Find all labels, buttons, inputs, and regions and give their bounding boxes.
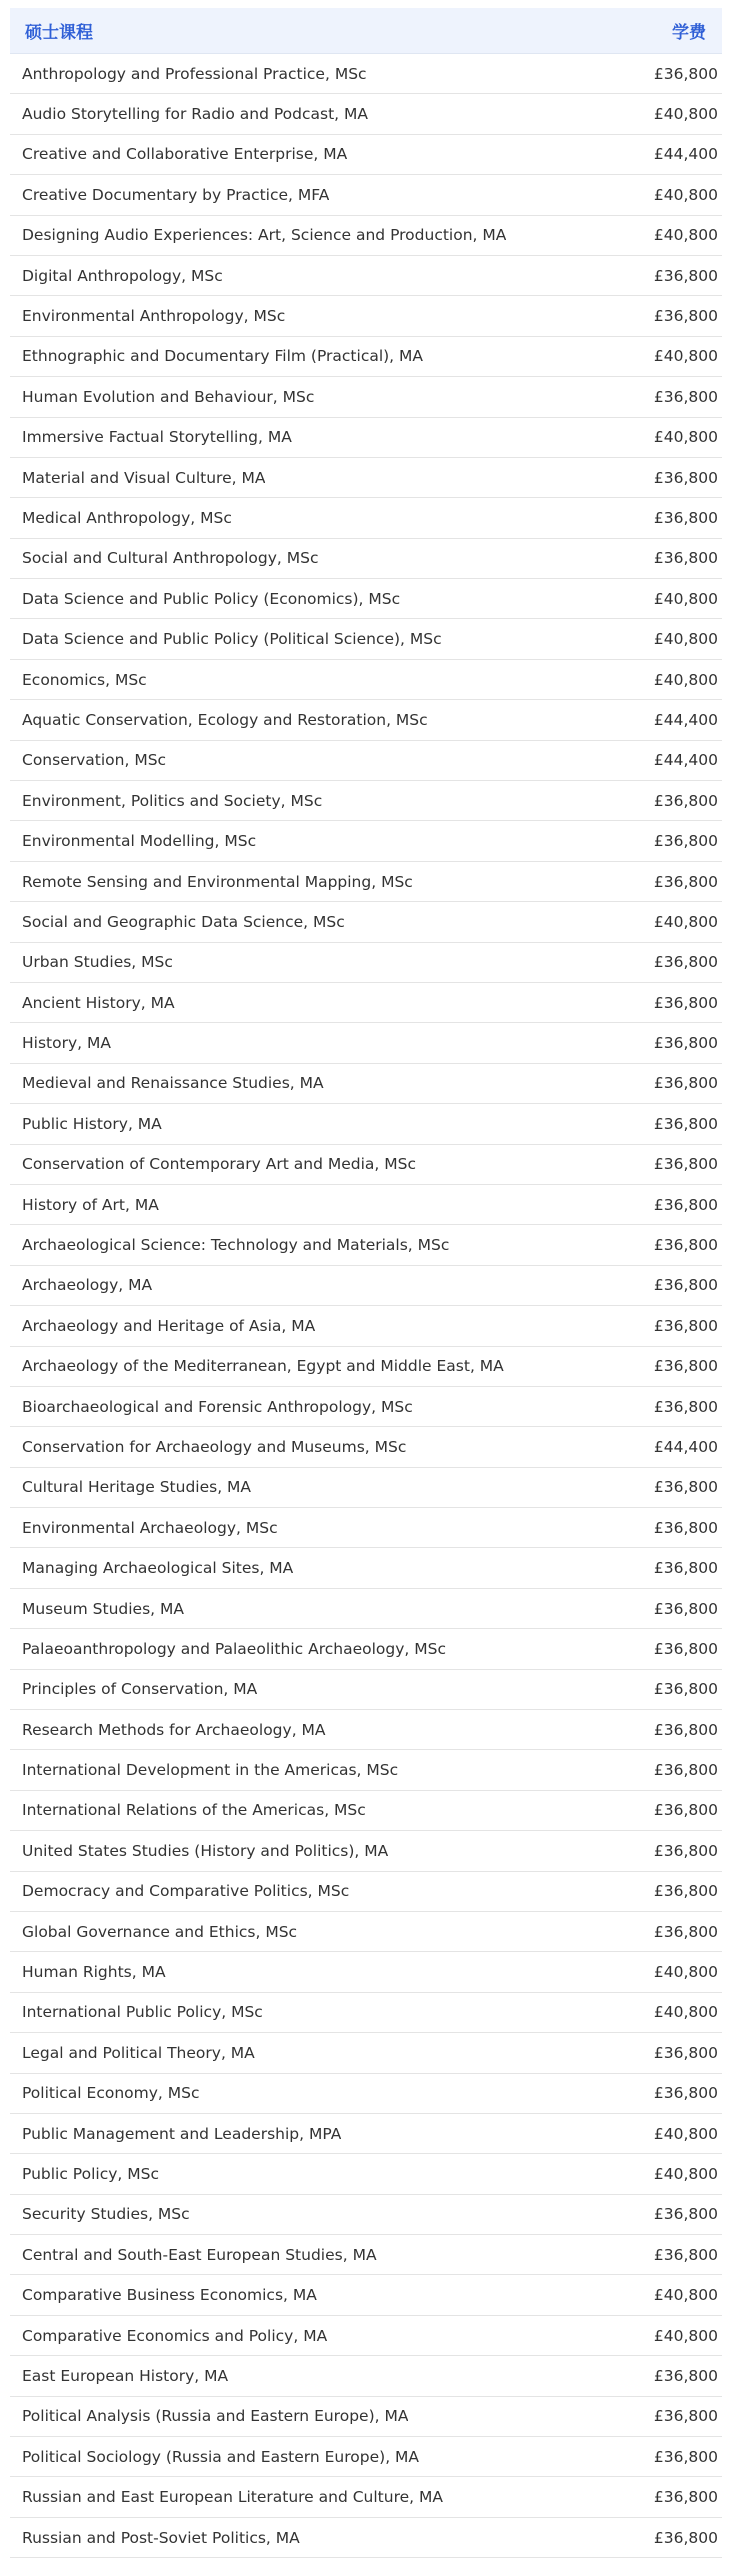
course-name: Cultural Heritage Studies, MA: [22, 1478, 252, 1497]
course-fee: £40,800: [653, 2124, 718, 2143]
course-fee: £44,400: [653, 145, 718, 164]
course-name: Data Science and Public Policy (Political Science), MSc: [22, 630, 442, 649]
table-row: [10, 94, 722, 134]
course-fee: £36,800: [653, 1801, 718, 1820]
course-fee: £36,800: [653, 1761, 718, 1780]
table-row: [10, 1064, 722, 1104]
table-row: [10, 1104, 722, 1144]
table-row: [10, 377, 722, 417]
course-fee: £36,800: [653, 1114, 718, 1133]
course-name: Public Management and Leadership, MPA: [22, 2124, 342, 2143]
course-fee: £40,800: [653, 2286, 718, 2305]
course-name: Museum Studies, MA: [22, 1599, 184, 1618]
table-body: [10, 54, 722, 2558]
table-row: [10, 539, 722, 579]
course-fee: £40,800: [653, 185, 718, 204]
table-header: [10, 8, 722, 54]
course-name: Research Methods for Archaeology, MA: [22, 1720, 326, 1739]
course-name: Central and South-East European Studies, MA: [22, 2245, 377, 2264]
table-row: [10, 2195, 722, 2235]
course-fee: £36,800: [653, 1518, 718, 1537]
course-fee: £36,800: [653, 2084, 718, 2103]
table-row: [10, 54, 722, 94]
table-row: [10, 2437, 722, 2477]
course-name: Democracy and Comparative Politics, MSc: [22, 1882, 350, 1901]
course-fee: £36,800: [653, 1559, 718, 1578]
course-fee: £36,800: [653, 2528, 718, 2547]
table-row: [10, 1912, 722, 1952]
course-name: Medical Anthropology, MSc: [22, 508, 232, 527]
course-fee: £36,800: [653, 64, 718, 83]
table-row: [10, 943, 722, 983]
course-name: Global Governance and Ethics, MSc: [22, 1922, 298, 1941]
table-row: [10, 1629, 722, 1669]
course-name: Data Science and Public Policy (Economics), MSc: [22, 589, 401, 608]
course-fee: £40,800: [653, 912, 718, 931]
course-name: Legal and Political Theory, MA: [22, 2043, 255, 2062]
table-row: [10, 1993, 722, 2033]
course-fee: £36,800: [653, 1155, 718, 1174]
course-fee: £40,800: [653, 226, 718, 245]
course-fee: £36,800: [653, 1841, 718, 1860]
course-fee: £36,800: [653, 953, 718, 972]
table-row: [10, 337, 722, 377]
table-row: [10, 619, 722, 659]
course-name: United States Studies (History and Politics), MA: [22, 1841, 389, 1860]
course-fee: £44,400: [653, 751, 718, 770]
course-fee: £36,800: [653, 993, 718, 1012]
course-fee: £36,800: [653, 1276, 718, 1295]
course-name: Social and Cultural Anthropology, MSc: [22, 549, 319, 568]
table-row: [10, 781, 722, 821]
course-name: Russian and East European Literature and Culture, MA: [22, 2488, 443, 2507]
course-name: Managing Archaeological Sites, MA: [22, 1559, 294, 1578]
course-fee: £36,800: [653, 2447, 718, 2466]
course-name: Remote Sensing and Environmental Mapping, MSc: [22, 872, 413, 891]
table-row: [10, 2235, 722, 2275]
course-name: Anthropology and Professional Practice, MSc: [22, 64, 367, 83]
course-name: Audio Storytelling for Radio and Podcast, MA: [22, 105, 368, 124]
course-name: Security Studies, MSc: [22, 2205, 190, 2224]
table-row: [10, 2356, 722, 2396]
table-row: [10, 2074, 722, 2114]
course-name: Environment, Politics and Society, MSc: [22, 791, 323, 810]
table-row: [10, 741, 722, 781]
course-name: Conservation of Contemporary Art and Media, MSc: [22, 1155, 416, 1174]
table-row: [10, 498, 722, 538]
course-name: Environmental Archaeology, MSc: [22, 1518, 278, 1537]
course-fee: £36,800: [653, 266, 718, 285]
course-name: Public History, MA: [22, 1114, 162, 1133]
table-row: [10, 1145, 722, 1185]
course-fee: £36,800: [653, 508, 718, 527]
course-fee: £36,800: [653, 1882, 718, 1901]
table-row: [10, 1831, 722, 1871]
course-fee: £44,400: [653, 1437, 718, 1456]
course-name: Public Policy, MSc: [22, 2165, 159, 2183]
course-fee: £36,800: [653, 1316, 718, 1335]
table-row: [10, 1306, 722, 1346]
course-name: Archaeology and Heritage of Asia, MA: [22, 1316, 316, 1335]
course-name: Russian and Post-Soviet Politics, MA: [22, 2528, 300, 2547]
course-fee: £40,800: [653, 105, 718, 124]
course-name: Political Sociology (Russia and Eastern Europe), MA: [22, 2447, 420, 2466]
course-name: Social and Geographic Data Science, MSc: [22, 912, 345, 931]
course-fee: £40,800: [653, 2003, 718, 2022]
course-fee: £40,800: [653, 630, 718, 649]
course-fee: £36,800: [653, 1922, 718, 1941]
course-fee: £36,800: [653, 2488, 718, 2507]
table-row: [10, 1589, 722, 1629]
course-name: Urban Studies, MSc: [22, 953, 173, 972]
course-name: Environmental Modelling, MSc: [22, 832, 257, 851]
course-name: Bioarchaeological and Forensic Anthropology, MSc: [22, 1397, 413, 1416]
course-name: Archaeology of the Mediterranean, Egypt and Middle East, MA: [22, 1357, 504, 1376]
course-name: Archaeological Science: Technology and Materials, MSc: [22, 1236, 450, 1255]
course-name: Conservation, MSc: [22, 751, 167, 770]
table-row: [10, 902, 722, 942]
course-fee: £36,800: [653, 1478, 718, 1497]
course-name: Designing Audio Experiences: Art, Science and Production, MA: [22, 226, 507, 245]
course-name: Environmental Anthropology, MSc: [22, 307, 286, 326]
course-fee: £36,800: [653, 2043, 718, 2062]
course-name: Political Analysis (Russia and Eastern Europe), MA: [22, 2407, 409, 2426]
course-name: Comparative Economics and Policy, MA: [22, 2326, 328, 2345]
table-row: [10, 1710, 722, 1750]
table-row: [10, 1427, 722, 1467]
course-fee: £36,800: [653, 1357, 718, 1376]
table-row: [10, 418, 722, 458]
table-row: [10, 862, 722, 902]
course-name: History of Art, MA: [22, 1195, 159, 1214]
course-fee: £36,800: [653, 1236, 718, 1255]
course-name: Human Rights, MA: [22, 1963, 166, 1982]
course-fee: £36,800: [653, 1680, 718, 1699]
course-fee: £36,800: [653, 872, 718, 891]
course-fee: £36,800: [653, 2407, 718, 2426]
course-name: Ethnographic and Documentary Film (Practical), MA: [22, 347, 424, 366]
course-fee: £40,800: [653, 428, 718, 447]
course-name: Creative Documentary by Practice, MFA: [22, 185, 330, 204]
table-row: [10, 2114, 722, 2154]
course-fee: £36,800: [653, 1397, 718, 1416]
course-name: Aquatic Conservation, Ecology and Restoration, MSc: [22, 710, 428, 729]
table-row: [10, 1387, 722, 1427]
course-fee: £40,800: [653, 1963, 718, 1982]
course-fee: £36,800: [653, 1074, 718, 1093]
course-name: Medieval and Renaissance Studies, MA: [22, 1074, 324, 1093]
course-column-header: 硕士课程: [25, 23, 93, 43]
table-row: [10, 1750, 722, 1790]
fee-column-header: 学费: [672, 23, 706, 43]
table-row: [10, 579, 722, 619]
table-row: [10, 1872, 722, 1912]
table-row: [10, 2033, 722, 2073]
table-row: [10, 2275, 722, 2315]
table-row: [10, 296, 722, 336]
course-fee: £36,800: [653, 1720, 718, 1739]
table-row: [10, 1952, 722, 1992]
course-fee: £36,800: [653, 1639, 718, 1658]
course-fee: £40,800: [653, 2165, 718, 2183]
course-fee: £36,800: [653, 791, 718, 810]
table-row: [10, 1670, 722, 1710]
table-row: [10, 2518, 722, 2558]
course-fee: £36,800: [653, 549, 718, 568]
table-row: [10, 1468, 722, 1508]
course-fee: £36,800: [653, 1599, 718, 1618]
course-name: Human Evolution and Behaviour, MSc: [22, 387, 315, 406]
course-name: International Development in the Americas, MSc: [22, 1761, 399, 1780]
course-fee: £44,400: [653, 710, 718, 729]
course-fee: £36,800: [653, 2205, 718, 2224]
table-row: [10, 1508, 722, 1548]
table-row: [10, 1347, 722, 1387]
table-row: [10, 983, 722, 1023]
table-row: [10, 2397, 722, 2437]
course-fee: £36,800: [653, 387, 718, 406]
course-name: East European History, MA: [22, 2366, 229, 2385]
table-row: [10, 135, 722, 175]
course-fee: £40,800: [653, 347, 718, 366]
table-row: [10, 175, 722, 215]
table-row: [10, 1266, 722, 1306]
course-name: Principles of Conservation, MA: [22, 1680, 258, 1699]
course-fee: £40,800: [653, 670, 718, 689]
course-name: Palaeoanthropology and Palaeolithic Archaeology, MSc: [22, 1639, 446, 1658]
table-row: [10, 1225, 722, 1265]
course-fee: £40,800: [653, 589, 718, 608]
course-name: Ancient History, MA: [22, 993, 175, 1012]
course-fee: £36,800: [653, 2366, 718, 2385]
course-name: Material and Visual Culture, MA: [22, 468, 266, 487]
table-row: [10, 700, 722, 740]
course-name: Economics, MSc: [22, 670, 147, 689]
table-row: [10, 2154, 722, 2194]
course-name: Digital Anthropology, MSc: [22, 266, 223, 285]
course-name: Political Economy, MSc: [22, 2084, 200, 2103]
course-name: History, MA: [22, 1034, 111, 1053]
course-fee: £36,800: [653, 1034, 718, 1053]
course-fee: £36,800: [653, 832, 718, 851]
course-name: Immersive Factual Storytelling, MA: [22, 428, 292, 447]
fee-table: [10, 8, 722, 2558]
table-row: [10, 1185, 722, 1225]
table-row: [10, 216, 722, 256]
course-fee: £36,800: [653, 1195, 718, 1214]
table-row: [10, 256, 722, 296]
table-row: [10, 1548, 722, 1588]
table-row: [10, 1023, 722, 1063]
table-row: [10, 660, 722, 700]
table-row: [10, 2477, 722, 2517]
course-fee: £36,800: [653, 468, 718, 487]
table-row: [10, 2316, 722, 2356]
course-name: Creative and Collaborative Enterprise, MA: [22, 145, 348, 164]
table-row: [10, 1791, 722, 1831]
course-name: International Relations of the Americas, MSc: [22, 1801, 366, 1820]
table-row: [10, 458, 722, 498]
course-name: Conservation for Archaeology and Museums, MSc: [22, 1437, 407, 1456]
course-fee: £36,800: [653, 307, 718, 326]
course-name: Comparative Business Economics, MA: [22, 2286, 317, 2305]
course-fee: £40,800: [653, 2326, 718, 2345]
course-name: International Public Policy, MSc: [22, 2003, 263, 2022]
table-row: [10, 821, 722, 861]
course-fee: £36,800: [653, 2245, 718, 2264]
course-name: Archaeology, MA: [22, 1276, 153, 1295]
